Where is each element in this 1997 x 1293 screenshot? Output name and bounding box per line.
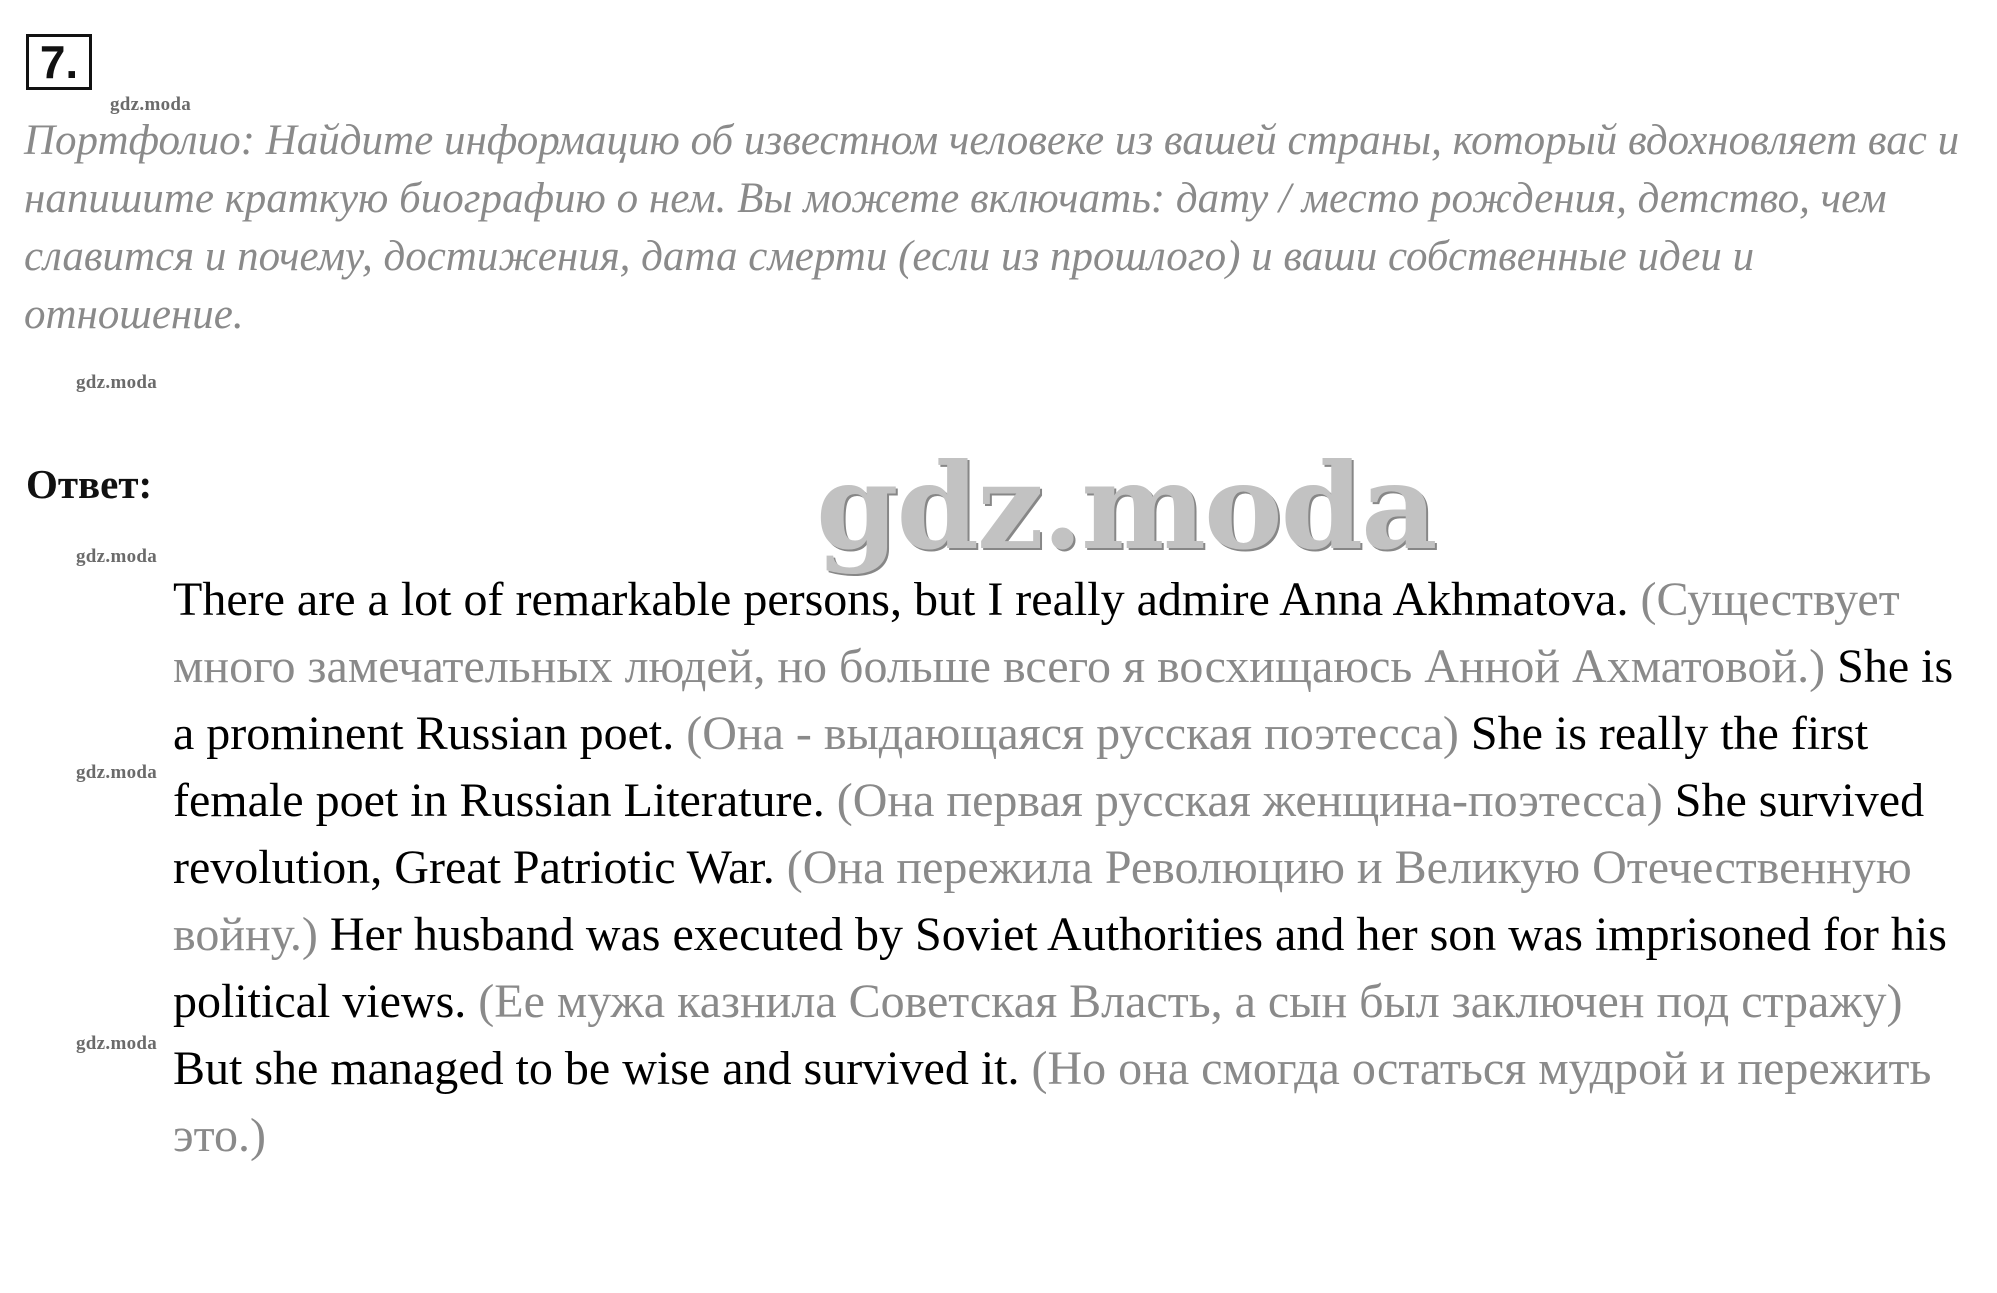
answer-label: Ответ: (26, 461, 153, 507)
answer-segment-en: She is a prominent Russian poet. (173, 640, 1954, 760)
answer-segment-translation: (Она пережила Революцию и Великую Отечественную войну.) (173, 841, 1912, 961)
answer-segment-translation: (Она первая русская женщина-поэтесса) (836, 774, 1675, 827)
watermark-small: gdz.moda (110, 94, 192, 115)
answer-segment-en: She is really the first female poet in Russian Literature. (173, 707, 1869, 827)
answer-segment-translation: (Она - выдающаяся русская поэтесса) (686, 707, 1471, 760)
watermark-small: gdz.moda (76, 1033, 158, 1054)
watermark-small: gdz.moda (76, 372, 158, 393)
answer-segment-en: There are a lot of remarkable persons, but I really admire Anna Akhmatova. (173, 573, 1641, 626)
watermark-small: gdz.moda (76, 762, 158, 783)
watermark-large: gdz.moda (816, 437, 1436, 576)
answer-segment-en: But she managed to be wise and survived it. (173, 1042, 1032, 1095)
task-description: Портфолио: Найдите информацию об известном человеке из вашей страны, который вдохновляет вас и напишите краткую биографию о нем. Вы можете включать: дату / место рождения, детство, чем славится и почему, достижения, дата смерти (если из прошлого) и ваши собственные идеи и отношение. (24, 117, 1960, 338)
watermark-small: gdz.moda (76, 546, 158, 567)
answer-segment-en: Her husband was executed by Soviet Authorities and her son was imprisoned for his political views. (173, 908, 1947, 1028)
answer-text (173, 566, 1983, 1169)
answer-segment-translation: (Ее мужа казнила Советская Власть, а сын был заключен под стражу) (478, 975, 1903, 1028)
exercise-number: 7. (26, 34, 92, 90)
answer-segment-translation: (Существует много замечательных людей, но больше всего я восхищаюсь Анной Ахматовой.) (173, 573, 1900, 693)
answer-segment-en: She survived revolution, Great Patriotic War. (173, 774, 1925, 894)
answer-segment-translation: (Но она смогда остаться мудрой и пережить это.) (173, 1042, 1932, 1162)
